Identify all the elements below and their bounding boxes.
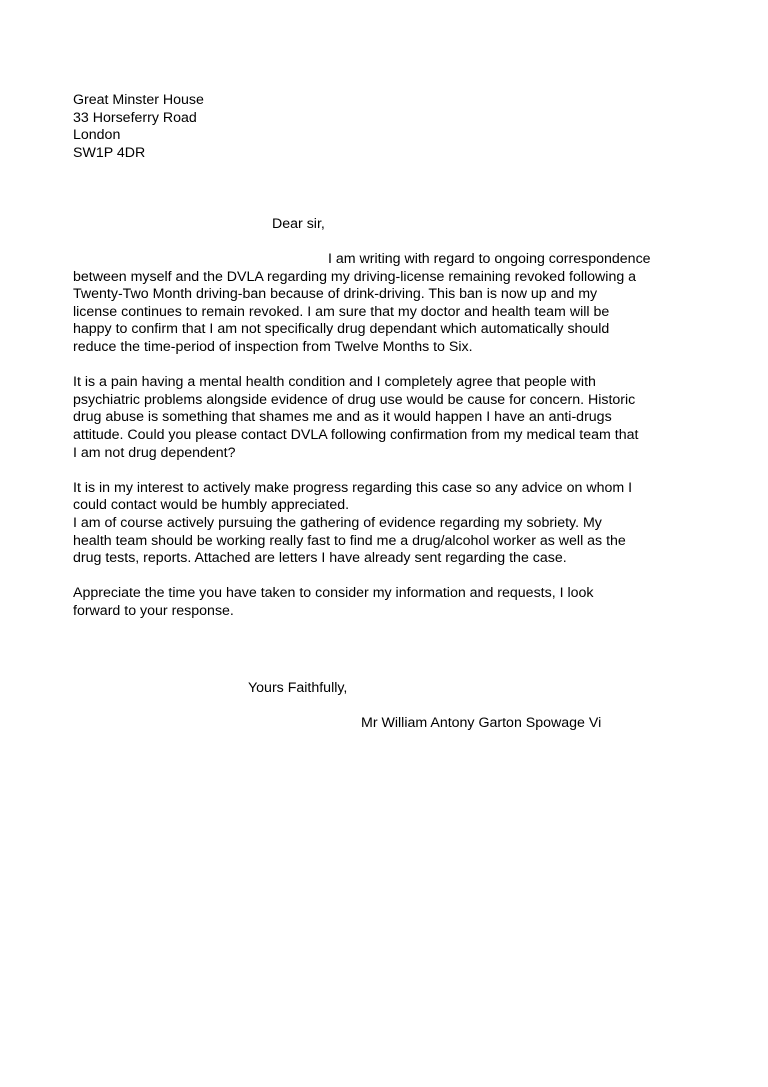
paragraph	[73, 374, 703, 462]
text-line: Twenty-Two Month driving-ban because of drink-driving. This ban is now up and my	[73, 286, 598, 303]
text-line: It is in my interest to actively make progress regarding this case so any advice on whom I	[73, 479, 633, 496]
text-line: I am of course actively pursuing the gathering of evidence regarding my sobriety. My	[73, 514, 602, 531]
text-line: license continues to remain revoked. I am sure that my doctor and health team will be	[73, 303, 610, 320]
text-line: attitude. Could you please contact DVLA following confirmation from my medical team that	[73, 426, 639, 443]
text-line: reduce the time-period of inspection from Twelve Months to Six.	[73, 338, 473, 355]
text-line: could contact would be humbly appreciated.	[73, 497, 350, 514]
paragraph	[73, 480, 703, 568]
text-line: happy to confirm that I am not specifically drug dependant which automatically should	[73, 321, 610, 338]
address-line: Great Minster House	[73, 92, 204, 108]
closing: Yours Faithfully,	[248, 680, 348, 696]
address-line: SW1P 4DR	[73, 144, 146, 161]
salutation: Dear sir,	[272, 216, 325, 232]
letter-body	[73, 251, 703, 638]
text-line: health team should be working really fast to find me a drug/alcohol worker as well as the	[73, 532, 626, 549]
text-line: drug tests, reports. Attached are letters I have already sent regarding the case.	[73, 550, 567, 567]
text-line: I am not drug dependent?	[73, 444, 236, 461]
text-line: between myself and the DVLA regarding my driving-license remaining revoked following a	[73, 268, 637, 285]
text-line: I am writing with regard to ongoing correspondence	[328, 251, 651, 267]
text-line: drug abuse is something that shames me and as it would happen I have an anti-drugs	[73, 409, 612, 426]
text-line: Appreciate the time you have taken to consider my information and requests, I look	[73, 585, 594, 602]
address-line: London	[73, 127, 121, 144]
text-line: psychiatric problems alongside evidence of drug use would be cause for concern. Historic	[73, 391, 636, 408]
paragraph	[73, 251, 703, 357]
recipient-address	[73, 92, 204, 162]
address-line: 33 Horseferry Road	[73, 109, 197, 126]
signature-name: Mr William Antony Garton Spowage Vi	[361, 715, 602, 731]
text-line: forward to your response.	[73, 602, 234, 619]
paragraph	[73, 585, 703, 620]
text-line: It is a pain having a mental health condition and I completely agree that people with	[73, 374, 596, 391]
